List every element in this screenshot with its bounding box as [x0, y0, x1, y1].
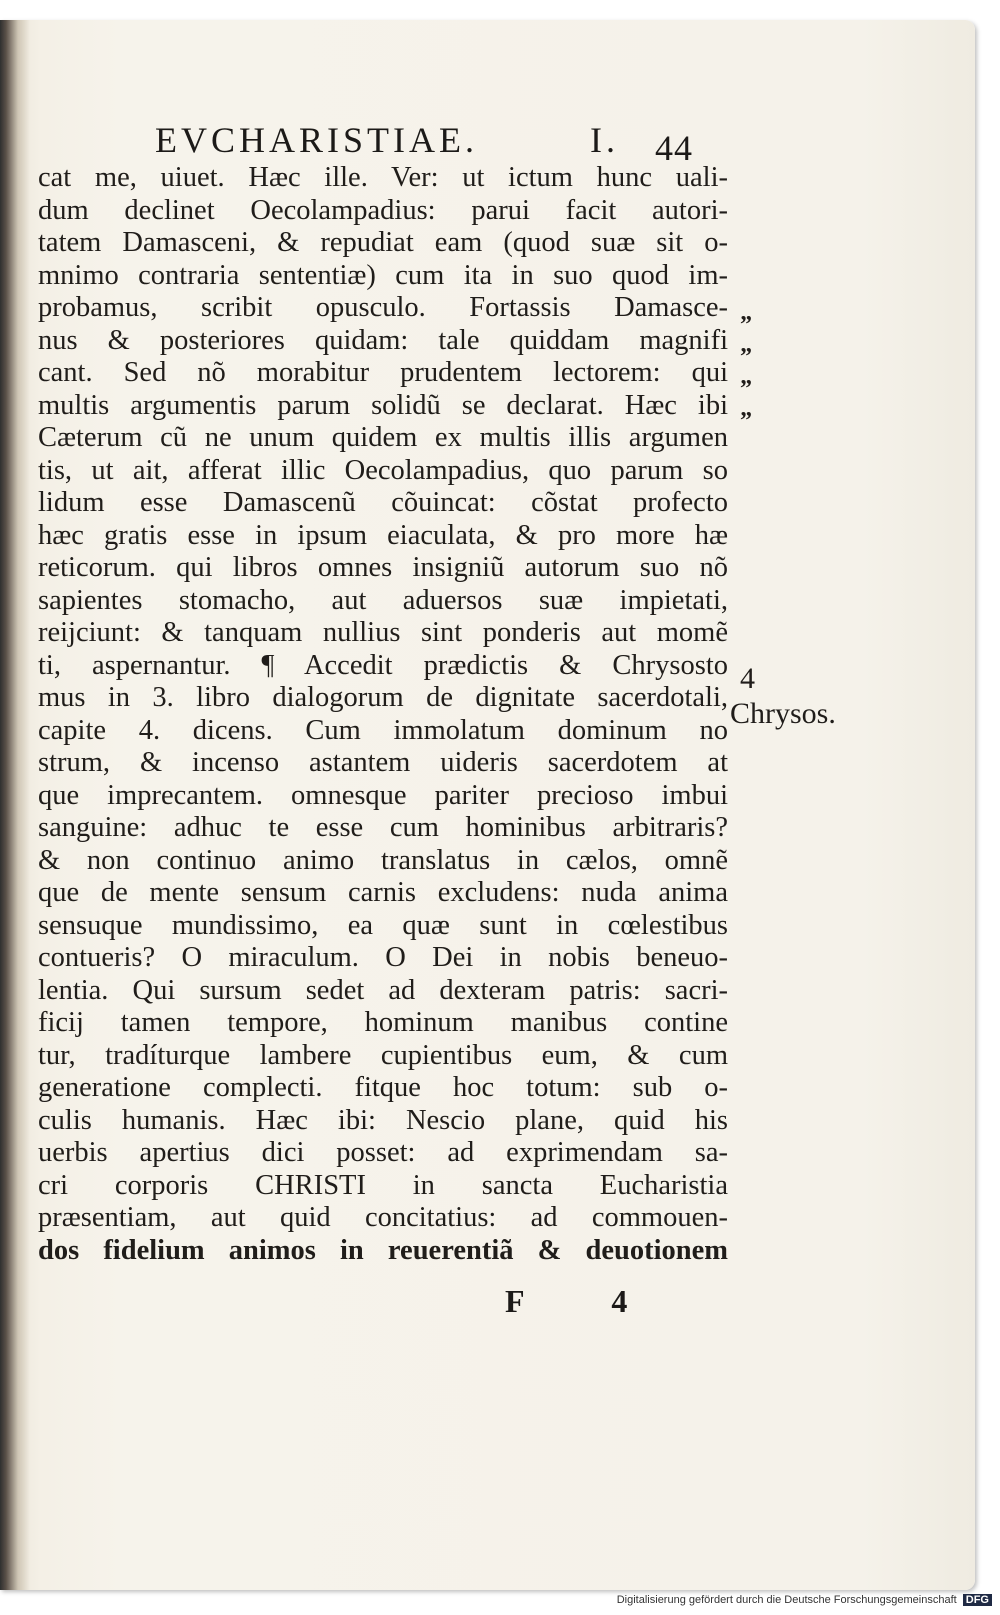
text-line: sanguine: adhuc te esse cum hominibus arbitraris? [38, 812, 728, 843]
text-line: mnimo contraria sententiæ) cum ita in suo quod im- [38, 259, 728, 291]
text-line: multis argumentis parum solidũ se declarat. Hæc ibi [38, 389, 728, 421]
marginal-note-name: Chrysos. [730, 697, 836, 730]
text-line: dos fidelium animos in reuerentiã & deuotionem [38, 1234, 728, 1266]
text-line: que imprecantem. omnesque pariter precioso imbui [38, 779, 728, 811]
text-line: cant. Sed nõ morabitur prudentem lectorem: qui [38, 357, 728, 388]
text-line: capite 4. dicens. Cum immolatum dominum no [38, 714, 728, 746]
marginal-quote-mark: ” [740, 344, 752, 370]
text-line: præsentiam, aut quid concitatius: ad commouen- [38, 1202, 728, 1233]
text-line: cat me, uiuet. Hæc ille. Ver: ut ictum hunc uali- [38, 162, 728, 193]
body-text [38, 162, 728, 1267]
text-line: que de mente sensum carnis excludens: nuda anima [38, 877, 728, 908]
text-line: lentia. Qui sursum sedet ad dexteram patris: sacri- [38, 974, 728, 1006]
marginal-quote-mark: ” [740, 376, 752, 402]
text-line: sensuque mundissimo, ea quæ sunt in cœlestibus [38, 909, 728, 941]
text-line: ficij tamen tempore, hominum manibus contine [38, 1007, 728, 1038]
text-line: generatione complecti. fitque hoc totum: sub o- [38, 1072, 728, 1103]
marginal-note-number: 4 [740, 662, 755, 695]
text-line: sapientes stomacho, aut aduersos suæ impietati, [38, 584, 728, 616]
text-line: reijciunt: & tanquam nullius sint ponderis aut momẽ [38, 617, 728, 648]
text-line: tatem Damasceni, & repudiat eam (quod suæ sit o- [38, 227, 728, 258]
text-line: hæc gratis esse in ipsum eiaculata, & pro more hæ [38, 519, 728, 551]
text-line: uerbis apertius dici posset: ad exprimendam sa- [38, 1137, 728, 1168]
text-line: ti, aspernantur. ¶ Accedit prædictis & Chrysosto [38, 649, 728, 681]
credit-text: Digitalisierung gefördert durch die Deutsche Forschungsgemeinschaft [616, 1594, 957, 1606]
text-line: lidum esse Damascenũ cõuincat: cõstat profecto [38, 487, 728, 518]
dfg-logo: DFG [963, 1594, 992, 1606]
text-line: contueris? O miraculum. O Dei in nobis beneuo- [38, 942, 728, 973]
marginal-quote-mark: ” [740, 408, 752, 434]
signature-mark: F 4 [505, 1283, 668, 1319]
text-line: tis, ut ait, afferat illic Oecolampadius, quo parum so [38, 454, 728, 486]
text-line: probamus, scribit opusculo. Fortassis Damasce- [38, 292, 728, 323]
text-line: culis humanis. Hæc ibi: Nescio plane, quid his [38, 1104, 728, 1136]
text-line: mus in 3. libro dialogorum de dignitate sacerdotali, [38, 682, 728, 713]
text-line: dum declinet Oecolampadius: parui facit autori- [38, 194, 728, 226]
text-line: & non continuo animo translatus in cælos, omnẽ [38, 844, 728, 876]
text-line: cri corporis CHRISTI in sancta Eucharistia [38, 1169, 728, 1201]
digitization-credit [617, 1594, 992, 1606]
text-line: reticorum. qui libros omnes insigniũ autorum suo nõ [38, 552, 728, 583]
folio-number: 44 [655, 128, 693, 168]
text-line: nus & posteriores quidam: tale quiddam magnifi [38, 324, 728, 356]
text-line: Cæterum cũ ne unum quidem ex multis illis argumen [38, 422, 728, 453]
running-head-title: EVCHARISTIAE. [155, 120, 478, 160]
running-head-volume: I. [590, 120, 619, 160]
marginal-quote-mark: ” [740, 312, 752, 338]
text-line: tur, tradíturque lambere cupientibus eum, & cum [38, 1039, 728, 1071]
text-line: strum, & incenso astantem uideris sacerdotem at [38, 747, 728, 778]
binding-edge [0, 20, 30, 1590]
